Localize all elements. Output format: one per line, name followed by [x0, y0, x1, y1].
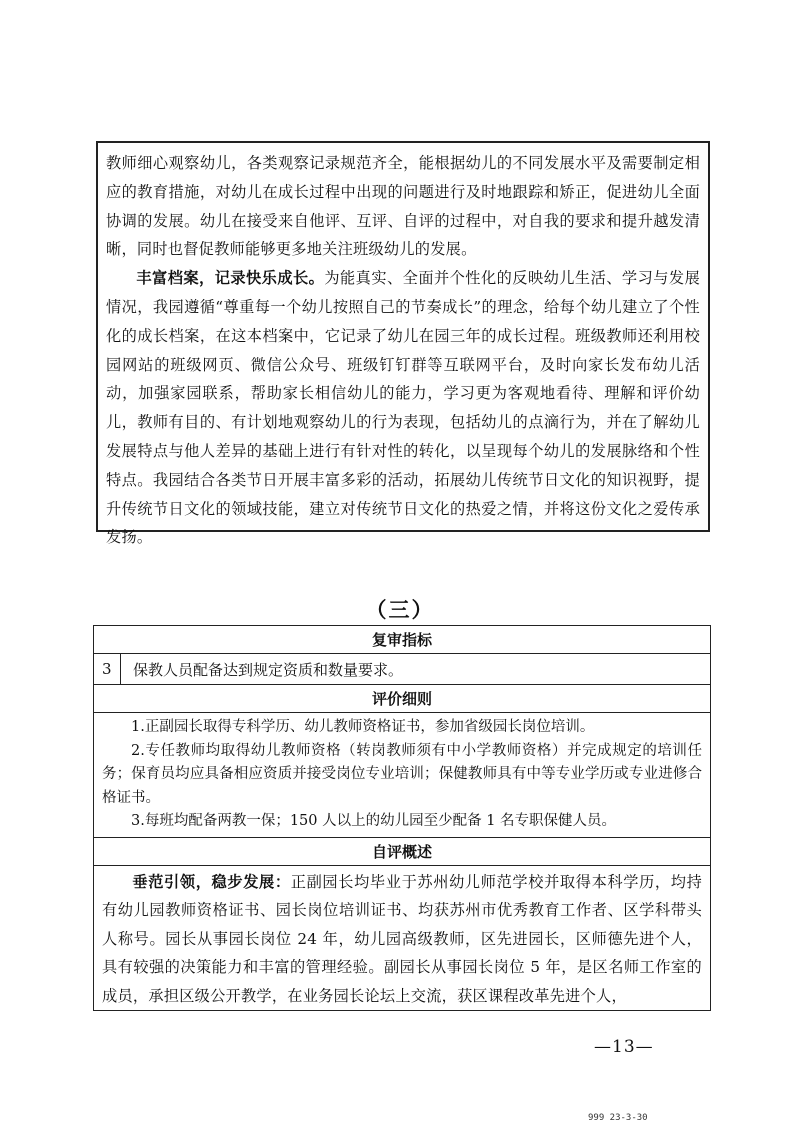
page-number: —13—	[594, 1037, 654, 1057]
detail-item-2: 2.专任教师均取得幼儿教师资格（转岗教师须有中小学教师资格）并完成规定的培训任务；保育员均应具备相应资质并接受岗位专业培训；保健教师具有中等专业学历或专业进修合格证书。	[102, 742, 702, 806]
print-stamp: 999 23-3-30	[588, 1113, 648, 1123]
self-evaluation-header: 自评概述	[94, 837, 711, 865]
observation-paragraph: 教师细心观察幼儿，各类观察记录规范齐全，能根据幼儿的不同发展水平及需要制定相应的教育措施，对幼儿在成长过程中出现的问题进行及时地跟踪和矫正，促进幼儿全面协调的发展。幼儿在接受来自他评、互评、自评的过程中，对自我的要求和提升越发清晰，同时也督促教师能够更多地关注班级幼儿的发展。	[106, 154, 700, 259]
review-table	[93, 625, 711, 1011]
archive-paragraph-lead: 丰富档案，记录快乐成长。	[136, 269, 325, 288]
self-evaluation-text	[94, 865, 711, 1011]
archive-paragraph-body: 为能真实、全面并个性化的反映幼儿生活、学习与发展情况，我园遵循“尊重每一个幼儿按照自己的节奏成长”的理念，给每个幼儿建立了个性化的成长档案，在这本档案中，它记录了幼儿在园三年的成长过程。班级教师还利用校园网站的班级网页、微信公众号、班级钉钉群等互联网平台，及时向家长发布幼儿活动，加强家园联系，帮助家长相信幼儿的能力，学习更为客观地看待、理解和评价幼儿，教师有目的、有计划地观察幼儿的行为表现，包括幼儿的点滴行为，并在了解幼儿发展特点与他人差异的基础上进行有针对性的转化，以呈现每个幼儿的发展脉络和个性特点。我园结合各类节日开展丰富多彩的活动，拓展幼儿传统节日文化的知识视野，提升传统节日文化的领域技能，建立对传统节日文化的热爱之情，并将这份文化之爱传承发扬。	[106, 269, 701, 547]
detail-item-1: 1.正副园长取得专科学历、幼儿教师资格证书，参加省级园长岗位培训。	[131, 719, 595, 735]
section-title: （三）	[365, 597, 435, 622]
detail-item-3: 3.每班均配备两教一保；150 人以上的幼儿园至少配备 1 名专职保健人员。	[131, 813, 617, 829]
archive-paragraph	[106, 264, 700, 552]
self-evaluation-body: 正副园长均毕业于苏州幼儿师范学校并取得本科学历，均持有幼儿园教师资格证书、园长岗位培训证书、均获苏州市优秀教育工作者、区学科带头人称号。园长从事园长岗位 24 年，幼儿园高级教师，区先进园长，区师德先进个人，具有较强的决策能力和丰富的管理经验。副园长从事园长岗位 5 年，是区名师工作室的成员，承担区级公开教学，在业务园长论坛上交流，获区课程改革先进个人，	[102, 872, 703, 1005]
indicator-number: 3	[94, 654, 121, 685]
self-evaluation-lead: 垂范引领，稳步发展：	[132, 872, 291, 891]
evaluation-detail-header: 评价细则	[94, 685, 711, 713]
continued-text-box	[96, 141, 710, 547]
evaluation-detail-list	[94, 713, 711, 838]
review-indicator-header: 复审指标	[94, 626, 711, 654]
indicator-text: 保教人员配备达到规定资质和数量要求。	[121, 654, 711, 685]
